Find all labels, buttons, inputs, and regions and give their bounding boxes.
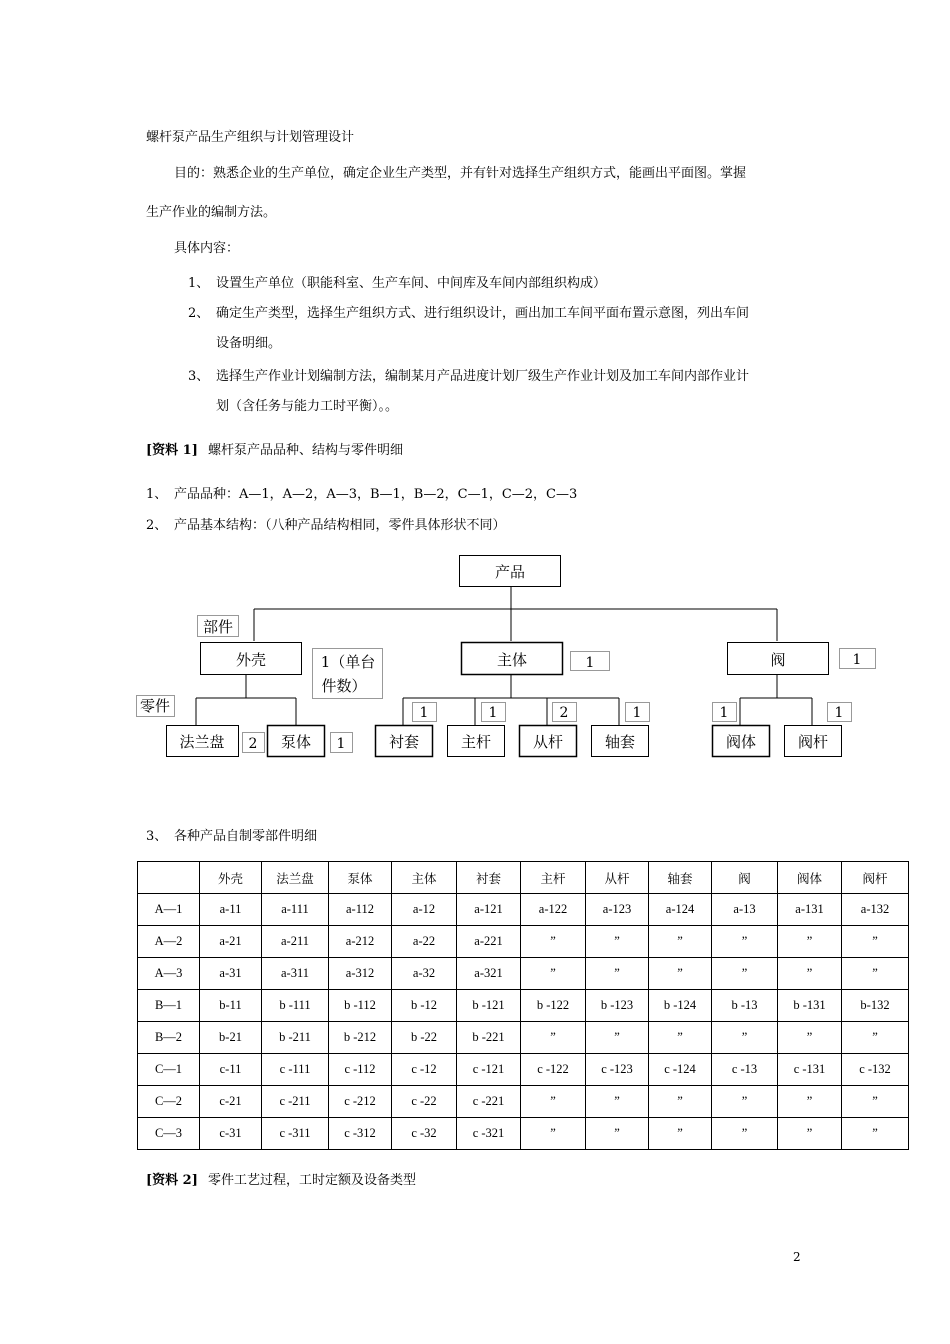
table-row bbox=[138, 1086, 909, 1118]
table-cell: ” bbox=[712, 1118, 778, 1150]
table-cell: c -13 bbox=[712, 1054, 778, 1086]
table-row bbox=[138, 990, 909, 1022]
table-cell: ” bbox=[521, 958, 586, 990]
ref1-tag: [资料 1] bbox=[146, 443, 198, 458]
bujian-label: 部件 bbox=[202, 618, 234, 636]
table-cell: c -321 bbox=[457, 1118, 521, 1150]
table-cell: C—2 bbox=[138, 1086, 200, 1118]
table-cell: a-321 bbox=[457, 958, 521, 990]
table-cell: b -212 bbox=[329, 1022, 392, 1054]
table-cell: b-11 bbox=[200, 990, 262, 1022]
table-cell: ” bbox=[778, 958, 842, 990]
table-cell: ” bbox=[778, 1086, 842, 1118]
table-cell: a-312 bbox=[329, 958, 392, 990]
item1-number: 1、 bbox=[146, 487, 168, 502]
table-cell: a-124 bbox=[649, 894, 712, 926]
table-cell: a-311 bbox=[262, 958, 329, 990]
table-cell: a-112 bbox=[329, 894, 392, 926]
table-cell: a-22 bbox=[392, 926, 457, 958]
chentao-label: 衬套 bbox=[388, 733, 420, 751]
table-cell: ” bbox=[712, 1086, 778, 1118]
table-header-cell: 衬套 bbox=[457, 862, 521, 894]
qty-zhuti: 1 bbox=[585, 655, 595, 671]
item3-number: 3、 bbox=[146, 829, 168, 844]
zhuti-label: 主体 bbox=[496, 651, 528, 669]
table-cell: c -22 bbox=[392, 1086, 457, 1118]
task-1-line-1: 设置生产单位（职能科室、生产车间、中间库及车间内部组织构成） bbox=[216, 276, 607, 291]
table-cell: c -132 bbox=[842, 1054, 909, 1086]
root-label: 产品 bbox=[494, 563, 526, 581]
qty-zhoutao: 1 bbox=[632, 705, 642, 721]
table-header-cell: 阀体 bbox=[778, 862, 842, 894]
table-cell: B—1 bbox=[138, 990, 200, 1022]
table-cell: c -112 bbox=[329, 1054, 392, 1086]
table-cell: ” bbox=[649, 1118, 712, 1150]
table-header-cell: 阀 bbox=[712, 862, 778, 894]
task-3-number: 3、 bbox=[188, 369, 210, 384]
table-cell: A—3 bbox=[138, 958, 200, 990]
task-2-number: 2、 bbox=[188, 306, 210, 321]
table-cell: b -112 bbox=[329, 990, 392, 1022]
table-cell: ” bbox=[712, 958, 778, 990]
table-cell: a-11 bbox=[200, 894, 262, 926]
table-cell: C—1 bbox=[138, 1054, 200, 1086]
table-cell: ” bbox=[649, 926, 712, 958]
table-cell: C—3 bbox=[138, 1118, 200, 1150]
waike-label: 外壳 bbox=[235, 651, 267, 669]
table-cell: ” bbox=[649, 1086, 712, 1118]
table-cell: b -121 bbox=[457, 990, 521, 1022]
table-cell: c -221 bbox=[457, 1086, 521, 1118]
table-header-cell: 从杆 bbox=[586, 862, 649, 894]
table-cell: c -212 bbox=[329, 1086, 392, 1118]
table-cell: ” bbox=[842, 1086, 909, 1118]
table-cell: ” bbox=[521, 1118, 586, 1150]
table-cell: a-212 bbox=[329, 926, 392, 958]
content-heading: 具体内容： bbox=[174, 241, 240, 256]
table-cell: c -32 bbox=[392, 1118, 457, 1150]
table-cell: a-131 bbox=[778, 894, 842, 926]
table-cell: a-32 bbox=[392, 958, 457, 990]
table-cell: b-132 bbox=[842, 990, 909, 1022]
table-cell: b -13 bbox=[712, 990, 778, 1022]
table-cell: ” bbox=[586, 1118, 649, 1150]
qty-fa: 1 bbox=[852, 652, 862, 668]
table-cell: B—2 bbox=[138, 1022, 200, 1054]
table-header-cell: 泵体 bbox=[329, 862, 392, 894]
task-1-number: 1、 bbox=[188, 276, 210, 291]
table-cell: b -122 bbox=[521, 990, 586, 1022]
table-cell: a-13 bbox=[712, 894, 778, 926]
ref2-text: 零件工艺过程，工时定额及设备类型 bbox=[208, 1173, 417, 1188]
table-header-cell: 轴套 bbox=[649, 862, 712, 894]
table-cell: ” bbox=[649, 1022, 712, 1054]
zhugan-label: 主杆 bbox=[460, 733, 492, 751]
table-cell: A—1 bbox=[138, 894, 200, 926]
purpose-line-2: 生产作业的编制方法。 bbox=[146, 205, 277, 220]
table-row bbox=[138, 958, 909, 990]
table-cell: c -111 bbox=[262, 1054, 329, 1086]
table-cell: c-11 bbox=[200, 1054, 262, 1086]
table-row bbox=[138, 1022, 909, 1054]
table-cell: c -211 bbox=[262, 1086, 329, 1118]
table-cell: ” bbox=[842, 1022, 909, 1054]
qty-chentao: 1 bbox=[419, 705, 429, 721]
table-cell: c -312 bbox=[329, 1118, 392, 1150]
table-cell: b -124 bbox=[649, 990, 712, 1022]
lingjian-label: 零件 bbox=[139, 697, 171, 715]
table-cell: ” bbox=[586, 1022, 649, 1054]
fa-label: 阀 bbox=[770, 651, 786, 669]
table-cell: ” bbox=[521, 1022, 586, 1054]
table-header-cell: 主体 bbox=[392, 862, 457, 894]
table-cell: ” bbox=[778, 926, 842, 958]
task-2-line-2: 设备明细。 bbox=[216, 336, 282, 351]
table-header-row bbox=[138, 862, 909, 894]
table-cell: a-121 bbox=[457, 894, 521, 926]
qty-falanpan: 2 bbox=[248, 736, 258, 752]
table-row bbox=[138, 1054, 909, 1086]
qty-note-line-2: 件数） bbox=[321, 677, 367, 695]
table-cell: b -22 bbox=[392, 1022, 457, 1054]
table-row bbox=[138, 1118, 909, 1150]
ref2-tag: [资料 2] bbox=[146, 1173, 198, 1188]
table-cell: ” bbox=[521, 1086, 586, 1118]
table-cell: a-12 bbox=[392, 894, 457, 926]
table-cell: ” bbox=[842, 1118, 909, 1150]
table-cell: a-132 bbox=[842, 894, 909, 926]
table-cell: b -111 bbox=[262, 990, 329, 1022]
item3-text: 各种产品自制零部件明细 bbox=[174, 829, 318, 844]
table-cell: a-111 bbox=[262, 894, 329, 926]
table-cell: ” bbox=[842, 958, 909, 990]
qty-conggan: 2 bbox=[559, 705, 569, 721]
zhoutao-label: 轴套 bbox=[604, 733, 636, 751]
page-number: 2 bbox=[793, 1250, 801, 1264]
table-cell: a-21 bbox=[200, 926, 262, 958]
table-cell: ” bbox=[586, 1086, 649, 1118]
table-row bbox=[138, 926, 909, 958]
item2-text: 产品基本结构：（八种产品结构相同，零件具体形状不同） bbox=[174, 518, 506, 533]
table-cell: b -131 bbox=[778, 990, 842, 1022]
falanpan-label: 法兰盘 bbox=[179, 733, 225, 751]
table-cell: c -311 bbox=[262, 1118, 329, 1150]
bengti-label: 泵体 bbox=[280, 733, 312, 751]
table-cell: ” bbox=[712, 926, 778, 958]
fagan-label: 阀杆 bbox=[797, 733, 829, 751]
table-cell: b-21 bbox=[200, 1022, 262, 1054]
table-cell: c-21 bbox=[200, 1086, 262, 1118]
document-title: 螺杆泵产品生产组织与计划管理设计 bbox=[146, 130, 355, 145]
table-cell: A—2 bbox=[138, 926, 200, 958]
table-cell: ” bbox=[586, 958, 649, 990]
table-header-cell bbox=[138, 862, 200, 894]
qty-note-line-1: 1（单台 bbox=[320, 653, 376, 671]
table-cell: c -121 bbox=[457, 1054, 521, 1086]
task-3-line-1: 选择生产作业计划编制方法，编制某月产品进度计划厂级生产作业计划及加工车间内部作业计 bbox=[216, 369, 750, 384]
table-cell: ” bbox=[778, 1118, 842, 1150]
qty-zhugan: 1 bbox=[488, 705, 498, 721]
parts-table bbox=[137, 861, 909, 1150]
item1-text: 产品品种：A—1，A—2，A—3，B—1，B—2，C—1，C—2，C—3 bbox=[174, 487, 578, 502]
qty-fati: 1 bbox=[719, 705, 729, 721]
table-cell: a-123 bbox=[586, 894, 649, 926]
fati-label: 阀体 bbox=[725, 733, 757, 751]
item2-number: 2、 bbox=[146, 518, 168, 533]
ref1-text: 螺杆泵产品品种、结构与零件明细 bbox=[208, 443, 404, 458]
table-cell: b -211 bbox=[262, 1022, 329, 1054]
purpose-line-1: 目的：熟悉企业的生产单位，确定企业生产类型，并有针对选择生产组织方式，能画出平面图。掌握 bbox=[174, 166, 747, 181]
table-cell: a-211 bbox=[262, 926, 329, 958]
qty-bengti: 1 bbox=[336, 736, 346, 752]
table-header-cell: 外壳 bbox=[200, 862, 262, 894]
table-header-cell: 主杆 bbox=[521, 862, 586, 894]
table-cell: b -123 bbox=[586, 990, 649, 1022]
table-cell: ” bbox=[521, 926, 586, 958]
table-cell: c -124 bbox=[649, 1054, 712, 1086]
qty-fagan: 1 bbox=[834, 705, 844, 721]
table-header-cell: 阀杆 bbox=[842, 862, 909, 894]
table-row bbox=[138, 894, 909, 926]
table-cell: c -12 bbox=[392, 1054, 457, 1086]
table-cell: ” bbox=[842, 926, 909, 958]
table-cell: c -122 bbox=[521, 1054, 586, 1086]
table-cell: ” bbox=[712, 1022, 778, 1054]
table-header-cell: 法兰盘 bbox=[262, 862, 329, 894]
table-cell: b -12 bbox=[392, 990, 457, 1022]
table-cell: a-122 bbox=[521, 894, 586, 926]
conggan-label: 从杆 bbox=[532, 733, 564, 751]
table-cell: ” bbox=[586, 926, 649, 958]
task-2-line-1: 确定生产类型，选择生产组织方式、进行组织设计，画出加工车间平面布置示意图，列出车间 bbox=[216, 306, 750, 321]
task-3-line-2: 划（含任务与能力工时平衡）。。 bbox=[216, 399, 399, 414]
table-cell: ” bbox=[649, 958, 712, 990]
table-cell: b -221 bbox=[457, 1022, 521, 1054]
table-cell: c-31 bbox=[200, 1118, 262, 1150]
table-cell: a-221 bbox=[457, 926, 521, 958]
table-cell: c -123 bbox=[586, 1054, 649, 1086]
table-cell: a-31 bbox=[200, 958, 262, 990]
table-cell: ” bbox=[778, 1022, 842, 1054]
table-cell: c -131 bbox=[778, 1054, 842, 1086]
